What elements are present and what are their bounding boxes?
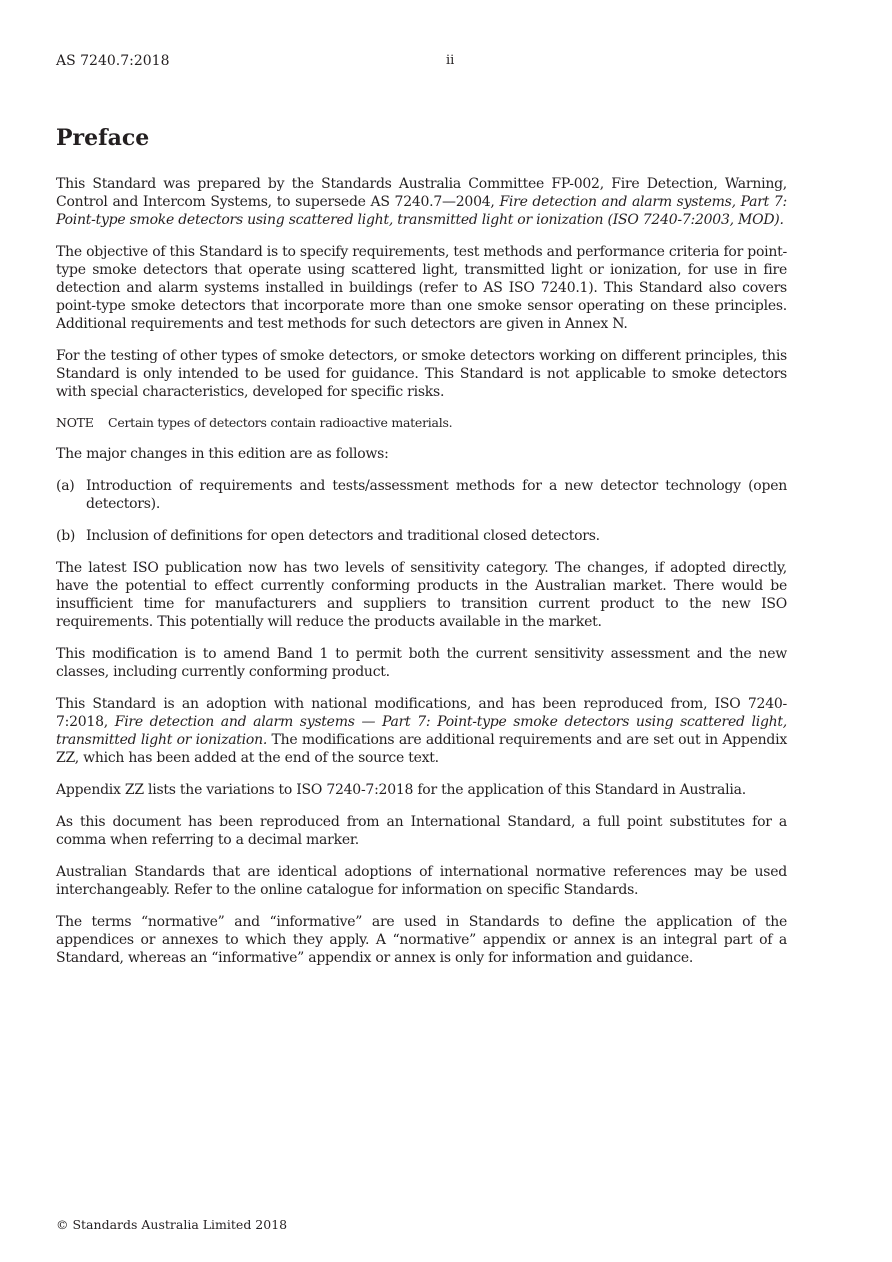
superseded-title: Fire detection and alarm systems, Part 7: Point-type smoke detectors using scattered light, transmitted light or ionization (ISO 7240-7:2003, MOD). <box>56 194 787 228</box>
paragraph: This modification is to amend Band 1 to permit both the current sensitivity assessment and the new classes, including currently conforming product. <box>56 646 787 680</box>
list-item-text: Inclusion of definitions for open detectors and traditional closed detectors. <box>86 528 600 544</box>
paragraph-text: This Standard was prepared by the Standards Australia Committee FP-002, Fire Detection, Warning, Control and Intercom Systems, to supersede AS 7240.7—2004, <box>56 176 787 210</box>
paragraph: The terms “normative” and “informative” are used in Standards to define the application of the appendices or annexes to which they apply. A “normative” appendix or annex is an integral part of a Standard, whereas an “informative” appendix or annex is only for information and guidance. <box>56 914 787 966</box>
list-item-text: Introduction of requirements and tests/assessment methods for a new detector technology (open detectors). <box>86 478 787 512</box>
paragraph: The latest ISO publication now has two levels of sensitivity category. The changes, if adopted directly, have the potential to effect currently conforming products in the Australian market. There would be insufficient time for manufacturers and suppliers to transition current product to the new ISO requirements. This potentially will reduce the products available in the market. <box>56 560 787 630</box>
changes-list <box>56 477 787 545</box>
paragraph: The major changes in this edition are as follows: <box>56 446 389 462</box>
paragraph: Australian Standards that are identical adoptions of international normative references may be used interchangeably. Refer to the online catalogue for information on specific Standards. <box>56 864 787 898</box>
paragraph: For the testing of other types of smoke detectors, or smoke detectors working on different principles, this Standard is only intended to be used for guidance. This Standard is not applicable to smoke detectors with special characteristics, developed for specific risks. <box>56 348 787 400</box>
paragraph: The objective of this Standard is to specify requirements, test methods and performance criteria for point-type smoke detectors that operate using scattered light, transmitted light or ionization, for use in fire detection and alarm systems installed in buildings (refer to AS ISO 7240.1). This Standard also covers point-type smoke detectors that incorporate more than one smoke sensor operating on these principles. Additional requirements and test methods for such detectors are given in Annex N. <box>56 244 787 332</box>
list-item-label: (a) <box>56 478 75 494</box>
paragraph: As this document has been reproduced from an International Standard, a full point substitutes for a comma when referring to a decimal marker. <box>56 814 787 848</box>
document-id: AS 7240.7:2018 <box>56 53 170 69</box>
note-text: Certain types of detectors contain radioactive materials. <box>108 415 453 430</box>
paragraph-text: This Standard is an adoption with national modifications, and has been reproduced from, ISO 7240-7:2018, <box>56 696 787 730</box>
note <box>56 415 787 431</box>
paragraph-text: The modifications are additional requirements and are set out in Appendix ZZ, which has been added at the end of the source text. <box>56 732 787 766</box>
paragraph <box>56 175 787 229</box>
list-item <box>56 527 787 545</box>
paragraph <box>56 695 787 767</box>
note-label: NOTE <box>56 415 94 430</box>
page-number: ii <box>446 53 455 68</box>
paragraph: Appendix ZZ lists the variations to ISO 7240-7:2018 for the application of this Standard in Australia. <box>56 782 746 798</box>
list-item-label: (b) <box>56 528 76 544</box>
source-title: Fire detection and alarm systems — Part 7: Point-type smoke detectors using scattered light, transmitted light or ionization. <box>56 714 788 748</box>
copyright-footer: © Standards Australia Limited 2018 <box>56 1217 288 1232</box>
page-title: Preface <box>56 125 150 151</box>
list-item <box>56 477 787 513</box>
preface-body <box>56 175 787 981</box>
